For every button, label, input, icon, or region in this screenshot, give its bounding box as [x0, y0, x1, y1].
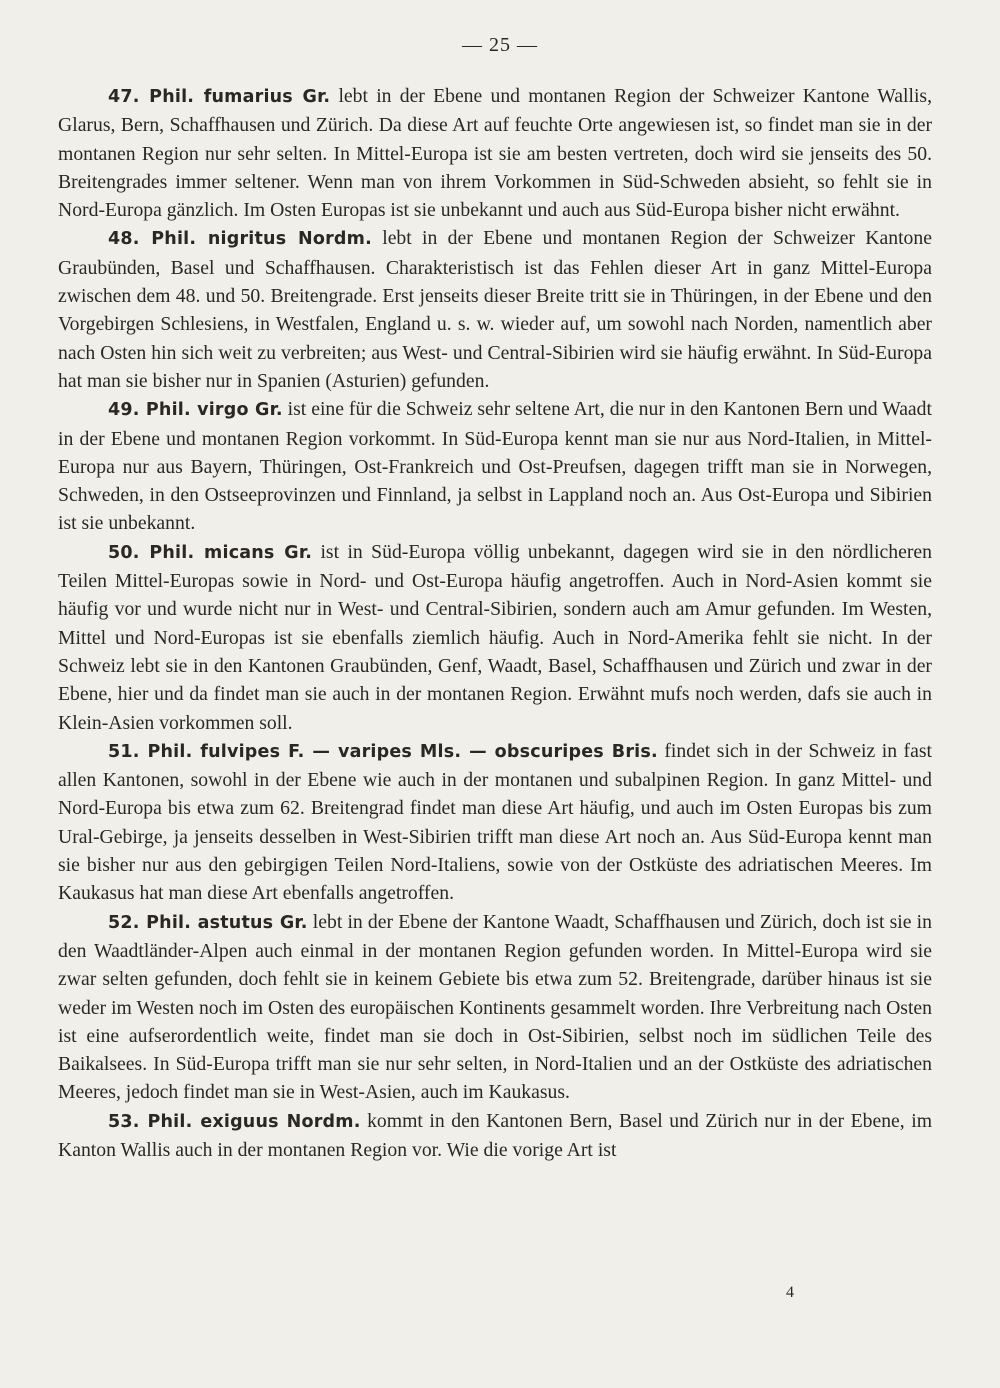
species-title: 49. Phil. virgo Gr.	[108, 400, 283, 421]
species-entry-52	[58, 908, 932, 1107]
species-entry-48	[58, 224, 932, 395]
species-title: 47. Phil. fumarius Gr.	[108, 87, 331, 107]
species-entry-51	[58, 737, 932, 908]
species-title: 50. Phil. micans Gr.	[108, 542, 313, 563]
species-description: kommt in den Kantonen Bern, Basel und Zürich nur in der Ebene, im Kanton Wallis auch in der montanen Region vor. Wie die vorige Art ist	[58, 1109, 933, 1161]
species-description: lebt in der Ebene und montanen Region der Schweizer Kantone Wallis, Glarus, Bern, Schaffhausen und Zürich. Da diese Art auf feuchte Orte angewiesen ist, so findet man sie in der montanen Region nur sehr selten. In Mittel-Europa ist sie am besten vertreten, doch wird sie jenseits des 50. Breitengrades immer seltener. Wenn man von ihrem Vorkommen in Süd-Schweden absieht, so fehlt sie in Nord-Europa gänzlich. Im Osten Europas ist sie unbekannt und auch aus Süd-Europa bisher nicht erwähnt.	[58, 85, 932, 222]
page-number: — 25 —	[462, 34, 538, 56]
species-title: 53. Phil. exiguus Nordm.	[108, 1111, 361, 1132]
body-text	[58, 82, 932, 1164]
species-description: findet sich in der Schweiz in fast allen Kantonen, sowohl in der Ebene wie auch in der montanen und subalpinen Region. In ganz Mittel- und Nord-Europa bis etwa zum 62. Breitengrad findet man diese Art häufig, und auch im Osten Europas bis zum Ural-Gebirge, ja jenseits desselben in West-Sibirien trifft man diese Art noch an. Aus Süd-Europa kennt man sie bisher nur aus den gebirgigen Teilen Nord-Italiens, sowie von der Ostküste des adriatischen Meeres. Im Kaukasus hat man diese Art ebenfalls angetroffen.	[58, 739, 932, 905]
species-entry-47	[58, 82, 932, 224]
species-title: 51. Phil. fulvipes F. — varipes Mls. — obscuripes Bris.	[108, 741, 658, 762]
species-title: 52. Phil. astutus Gr.	[108, 912, 308, 933]
species-description: lebt in der Ebene und montanen Region der Schweizer Kantone Graubünden, Basel und Schaffhausen. Charakteristisch ist das Fehlen dieser Art in ganz Mittel-Europa zwischen dem 48. und 50. Breitengrade. Erst jenseits dieser Breite tritt sie in Thüringen, in der Ebene und den Vorgebirgen Schlesiens, in Westfalen, England u. s. w. wieder auf, um sowohl nach Norden, namentlich aber nach Osten hin sich weit zu verbreiten; aus West- und Central-Sibirien wird sie häufig erwähnt. In Süd-Europa hat man sie bisher nur in Spanien (Asturien) gefunden.	[58, 227, 932, 392]
species-entry-53	[58, 1107, 932, 1165]
species-entry-49	[58, 395, 932, 537]
species-description: lebt in der Ebene der Kantone Waadt, Schaffhausen und Zürich, doch ist sie in den Waadtländer-Alpen auch einmal in der montanen Region gefunden worden. In Mittel-Europa wird sie zwar selten gefunden, doch fehlt sie in keinem Gebiete bis etwa zum 52. Breitengrade, darüber hinaus ist sie weder im Westen noch im Osten des europäischen Kontinents gesammelt worden. Ihre Verbreitung nach Osten ist eine aufserordentlich weite, findet man sie doch in Ost-Sibirien, selbst noch im südlichen Teile des Baikalsees. In Süd-Europa trifft man sie nur sehr selten, in Nord-Italien und an der Ostküste des adriatischen Meeres, jedoch findet man sie in West-Asien, auch im Kaukasus.	[58, 910, 932, 1104]
species-title: 48. Phil. nigritus Nordm.	[108, 229, 372, 250]
species-entry-50	[58, 538, 932, 737]
species-description: ist in Süd-Europa völlig unbekannt, dagegen wird sie in den nördlicheren Teilen Mittel-Europas sowie in Nord- und Ost-Europa häufig angetroffen. Auch in Nord-Asien kommt sie häufig vor und wurde nicht nur in West- und Central-Sibirien, sondern auch am Amur gefunden. Im Westen, Mittel und Nord-Europas ist sie ebenfalls ziemlich häufig. Auch in Nord-Amerika fehlt sie nicht. In der Schweiz lebt sie in den Kantonen Graubünden, Genf, Waadt, Basel, Schaffhausen und Zürich und zwar in der Ebene, hier und da findet man sie auch in der montanen Region. Erwähnt mufs noch werden, dafs sie auch in Klein-Asien vorkommen soll.	[58, 540, 932, 734]
species-description: ist eine für die Schweiz sehr seltene Art, die nur in den Kantonen Bern und Waadt in der Ebene und montanen Region vorkommt. In Süd-Europa kennt man sie nur aus Nord-Italien, in Mittel-Europa nur aus Bayern, Thüringen, Ost-Frankreich und Ost-Preufsen, dagegen trifft man sie in Norwegen, Schweden, in den Ostseeprovinzen und Finnland, ja selbst in Lappland noch an. Aus Ost-Europa und Sibirien ist sie unbekannt.	[58, 398, 932, 535]
sheet-signature: 4	[786, 1284, 794, 1301]
